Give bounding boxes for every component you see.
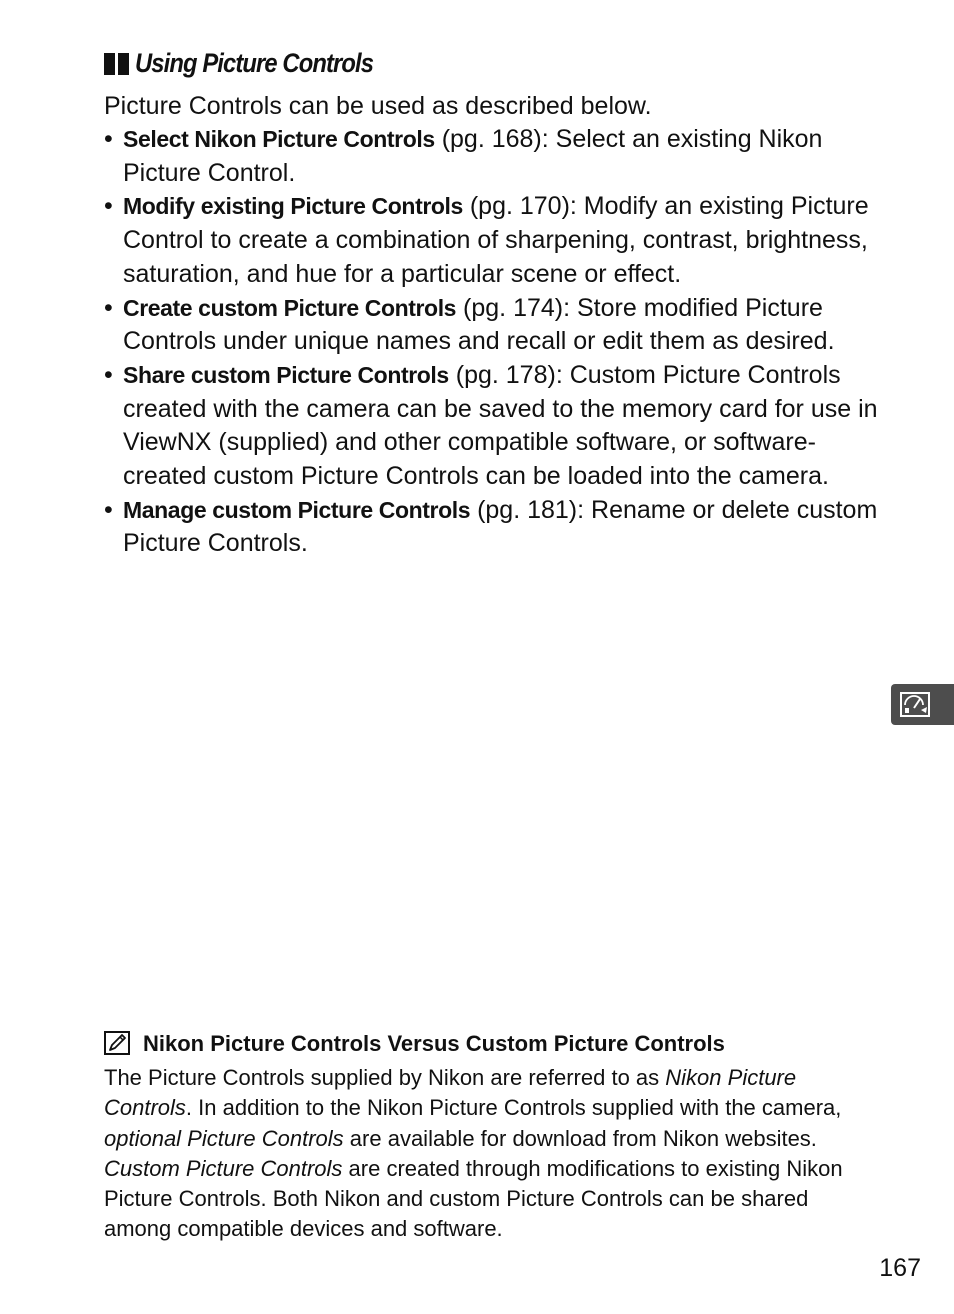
note-text: The Picture Controls supplied by Nikon are referred to as: [104, 1065, 666, 1090]
page-number: 167: [879, 1254, 921, 1282]
section-heading: [104, 48, 406, 79]
bullet-term: Create custom Picture Controls: [123, 294, 457, 321]
note-text: . In addition to the Nikon Picture Controls supplied with the camera,: [185, 1095, 842, 1121]
bullet-term: Modify existing Picture Controls: [123, 193, 463, 220]
bullet-term: Share custom Picture Controls: [123, 361, 449, 388]
note-text: are created through modifications to existing Nikon Picture Controls. Both Nikon and custom Picture Controls can be shared among compatible devices and software.: [104, 1155, 843, 1242]
bullet-dot: •: [104, 495, 113, 524]
bullet-description: (pg. 178): Custom Picture Controls created with the camera can be saved to the memory card for use in ViewNX (supplied) and other compatible software, or software-created custom Picture Controls can be loaded into the camera.: [123, 360, 878, 491]
picture-control-icon: [899, 690, 933, 720]
bullet-dot: •: [104, 360, 113, 389]
bullet-description: (pg. 168): Select an existing Nikon Picture Control.: [123, 125, 823, 187]
bullet-item-create: [104, 292, 884, 359]
note-text: are available for download from Nikon websites.: [343, 1125, 817, 1151]
section-marker-icon: [104, 53, 129, 75]
bullet-dot: •: [104, 125, 113, 153]
bullet-description: (pg. 181): Rename or delete custom Picture Controls.: [123, 495, 878, 558]
bullet-item-modify: [104, 190, 884, 291]
bullet-dot: •: [104, 293, 113, 322]
bullet-dot: •: [104, 192, 113, 221]
bullet-description: (pg. 174): Store modified Picture Controls under unique names and recall or edit them as desired.: [123, 293, 835, 356]
bullet-item-share: [104, 359, 884, 494]
note-term: optional Picture Controls: [104, 1125, 344, 1151]
note-body: [104, 1063, 874, 1245]
bullet-list: [104, 123, 884, 561]
bullet-term: Manage custom Picture Controls: [123, 496, 471, 523]
intro-text: Picture Controls can be used as described below.: [104, 92, 652, 120]
note-term: Nikon Picture Controls: [104, 1065, 797, 1121]
pencil-note-icon: [104, 1031, 130, 1055]
bullet-item-manage: [104, 494, 884, 561]
chapter-tab: [891, 684, 954, 725]
note-title: Nikon Picture Controls Versus Custom Picture Controls: [143, 1031, 725, 1056]
bullet-description: (pg. 170): Modify an existing Picture Control to create a combination of sharpening, contrast, brightness, saturation, and hue for a particular scene or effect.: [123, 192, 869, 288]
note-term: Custom Picture Controls: [104, 1155, 343, 1181]
bullet-item-select: [104, 123, 884, 190]
section-title: Using Picture Controls: [135, 48, 374, 78]
bullet-term: Select Nikon Picture Controls: [123, 126, 435, 152]
